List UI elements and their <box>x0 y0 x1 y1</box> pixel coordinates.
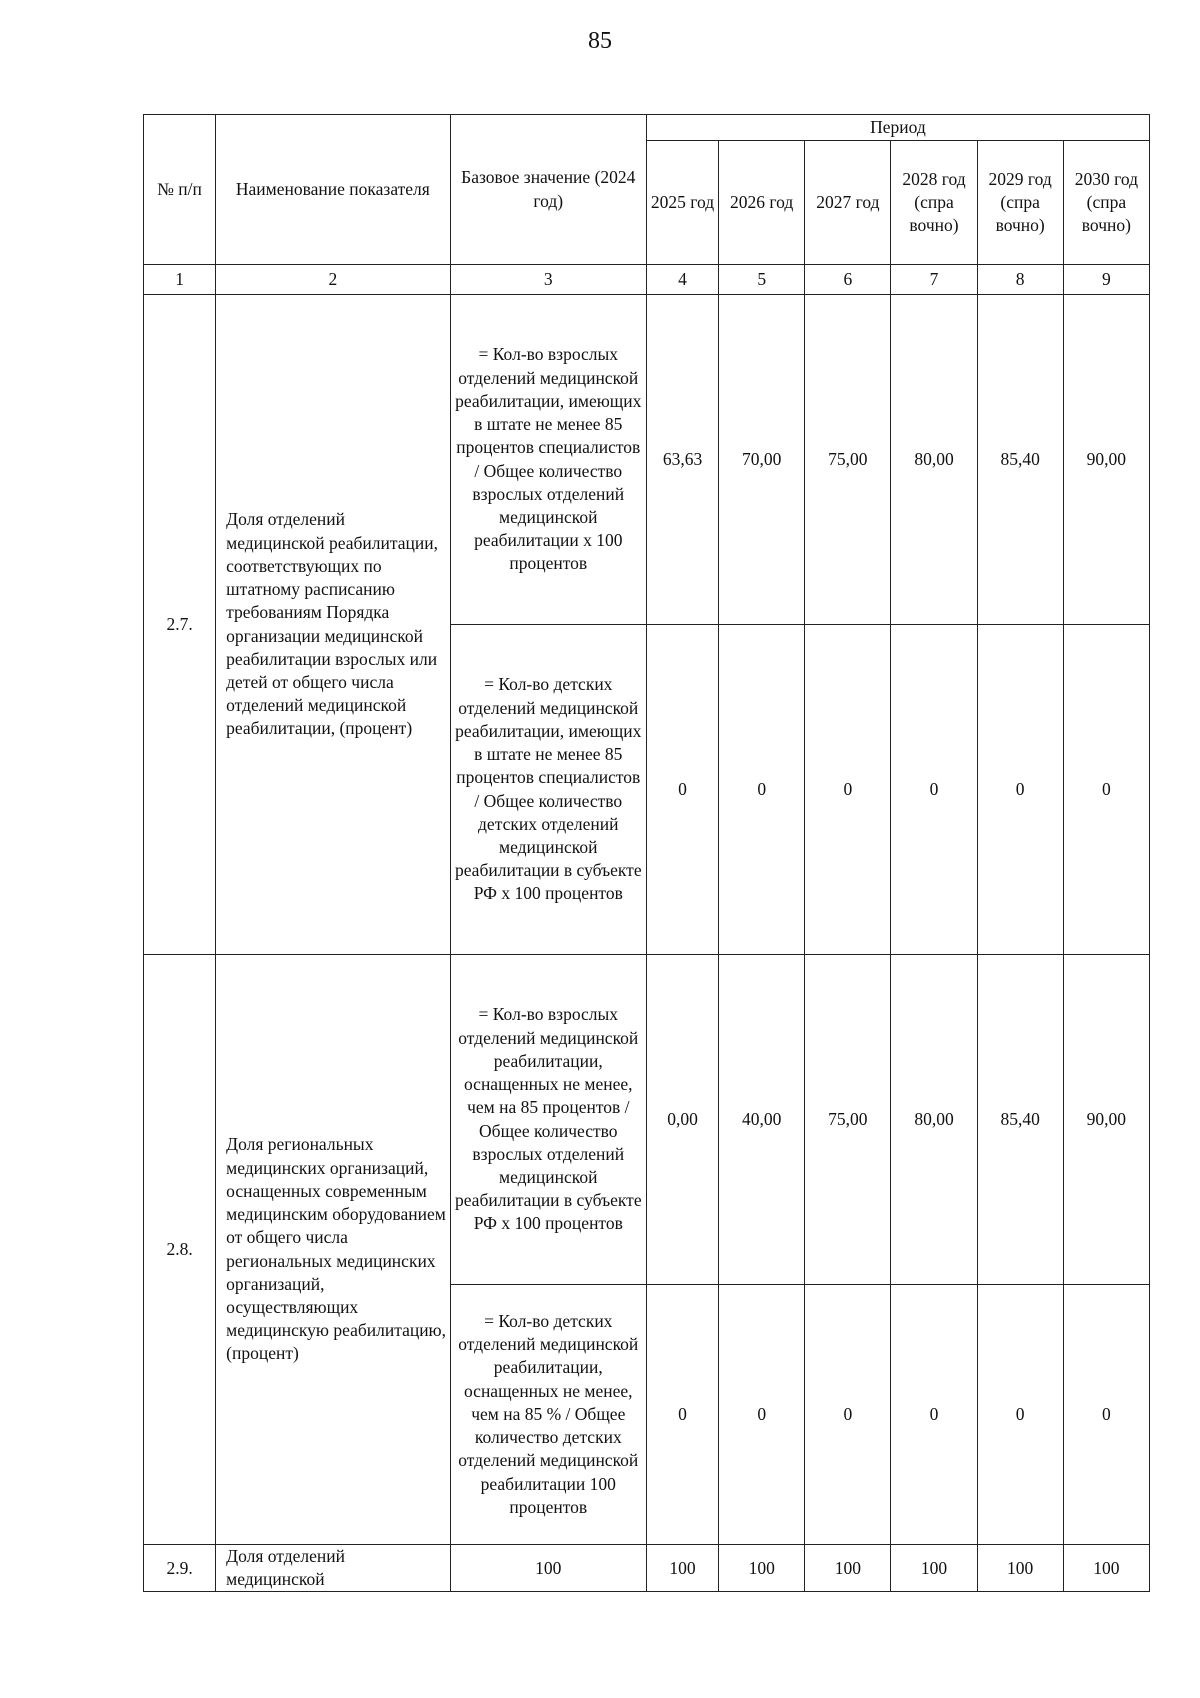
value-cell: 0,00 <box>646 955 718 1285</box>
value-cell: 75,00 <box>805 295 891 625</box>
column-numbers-row <box>144 265 1150 295</box>
page-number: 85 <box>588 28 612 54</box>
value-cell: 0 <box>805 1285 891 1545</box>
value-cell: 100 <box>977 1545 1063 1592</box>
header-year: 2030 год (спра вочно) <box>1063 141 1149 265</box>
header-year: 2026 год <box>719 141 805 265</box>
header-base: Базовое значение (2024 год) <box>450 115 646 265</box>
value-cell: 63,63 <box>646 295 718 625</box>
value-cell: 0 <box>1063 1285 1149 1545</box>
value-cell: 0 <box>1063 625 1149 955</box>
value-cell: 0 <box>891 625 977 955</box>
value-cell: 90,00 <box>1063 955 1149 1285</box>
header-period: Период <box>646 115 1149 141</box>
header-year: 2027 год <box>805 141 891 265</box>
value-cell: 100 <box>891 1545 977 1592</box>
column-number: 8 <box>977 265 1063 295</box>
header-name: Наименование показателя <box>216 115 450 265</box>
value-cell: 70,00 <box>719 295 805 625</box>
value-cell: 0 <box>646 625 718 955</box>
table-row <box>144 1545 1150 1592</box>
indicators-table <box>143 114 1150 1592</box>
column-number: 4 <box>646 265 718 295</box>
header-year: 2025 год <box>646 141 718 265</box>
value-cell: 0 <box>805 625 891 955</box>
base-formula: = Кол-во взрослых отделений медицинской реабилитации, оснащенных не менее, чем на 85 процентов / Общее количество взрослых отделений медицинской реабилитации в субъекте РФ х 100 процентов <box>450 955 646 1285</box>
header-num: № п/п <box>144 115 216 265</box>
value-cell: 100 <box>1063 1545 1149 1592</box>
value-cell: 80,00 <box>891 955 977 1285</box>
value-cell: 0 <box>977 1285 1063 1545</box>
indicator-name: Доля отделений медицинской <box>216 1545 450 1592</box>
value-cell: 100 <box>805 1545 891 1592</box>
value-cell: 75,00 <box>805 955 891 1285</box>
column-number: 5 <box>719 265 805 295</box>
column-number: 6 <box>805 265 891 295</box>
base-formula: = Кол-во детских отделений медицинской реабилитации, оснащенных не менее, чем на 85 % / Общее количество детских отделений медицинской реабилитации 100 процентов <box>450 1285 646 1545</box>
value-cell: 0 <box>891 1285 977 1545</box>
header-year: 2029 год (спра вочно) <box>977 141 1063 265</box>
value-cell: 0 <box>646 1285 718 1545</box>
indicator-name: Доля региональных медицинских организаций, оснащенных современным медицинским оборудованием от общего числа региональных медицинских организаций, осуществляющих медицинскую реабилитацию, (процент) <box>216 955 450 1545</box>
value-cell: 85,40 <box>977 955 1063 1285</box>
header-row-period <box>144 115 1150 141</box>
value-cell: 80,00 <box>891 295 977 625</box>
value-cell: 0 <box>977 625 1063 955</box>
table-row <box>144 295 1150 625</box>
column-number: 7 <box>891 265 977 295</box>
value-cell: 0 <box>719 625 805 955</box>
value-cell: 100 <box>646 1545 718 1592</box>
indicator-name: Доля отделений медицинской реабилитации, соответствующих по штатному расписанию требованиям Порядка организации медицинской реабилитации взрослых или детей от общего числа отделений медицинской реабилитации, (процент) <box>216 295 450 955</box>
value-cell: 85,40 <box>977 295 1063 625</box>
column-number: 3 <box>450 265 646 295</box>
column-number: 9 <box>1063 265 1149 295</box>
base-formula: = Кол-во детских отделений медицинской реабилитации, имеющих в штате не менее 85 процентов специалистов / Общее количество детских отделений медицинской реабилитации в субъекте РФ х 100 процентов <box>450 625 646 955</box>
value-cell: 90,00 <box>1063 295 1149 625</box>
row-number: 2.8. <box>144 955 216 1545</box>
column-number: 1 <box>144 265 216 295</box>
base-value: 100 <box>450 1545 646 1592</box>
row-number: 2.7. <box>144 295 216 955</box>
column-number: 2 <box>216 265 450 295</box>
table-row <box>144 955 1150 1285</box>
base-formula: = Кол-во взрослых отделений медицинской реабилитации, имеющих в штате не менее 85 процентов специалистов / Общее количество взрослых отделений медицинской реабилитации х 100 процентов <box>450 295 646 625</box>
header-year: 2028 год (спра вочно) <box>891 141 977 265</box>
value-cell: 100 <box>719 1545 805 1592</box>
value-cell: 0 <box>719 1285 805 1545</box>
row-number: 2.9. <box>144 1545 216 1592</box>
value-cell: 40,00 <box>719 955 805 1285</box>
